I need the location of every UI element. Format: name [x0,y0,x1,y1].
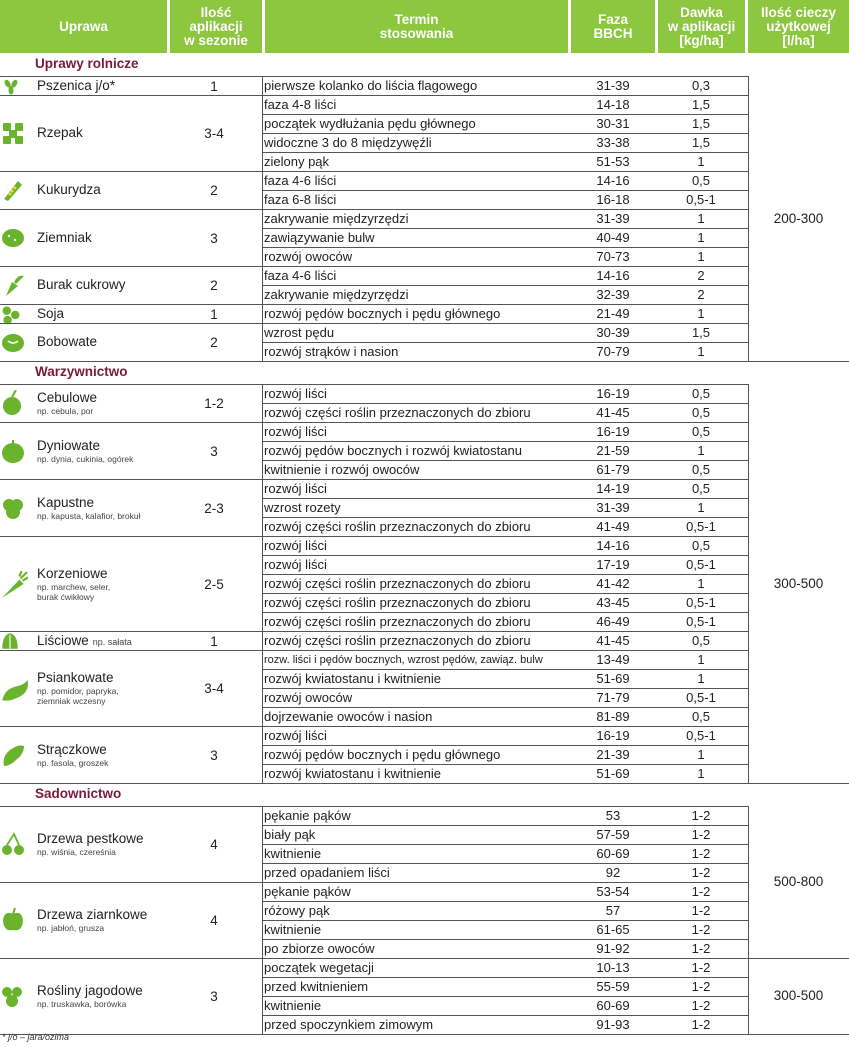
crop-cell [0,323,262,361]
bbch-cell: 41-45 [596,405,630,420]
header-text-line: Ilość [200,4,232,20]
dose-cell: 0,5 [691,538,711,553]
dose-cell: 0,5-1 [686,519,716,534]
application-count: 3-4 [204,126,224,141]
bbch-cell: 31-39 [596,211,630,226]
application-count: 2-3 [204,500,224,516]
potato-icon [0,225,26,251]
section-title: Warzywnictwo [35,364,128,379]
dose-cell: 1-2 [691,922,711,937]
application-count: 3 [210,443,218,459]
term-cell: pękanie pąków [264,808,351,823]
footnote: * j/o – jara/ozima [2,1032,70,1042]
bbch-cell: 61-79 [596,462,630,477]
bbch-cell: 16-19 [596,728,630,743]
bbch-cell: 41-45 [596,633,630,648]
dose-cell: 1-2 [691,1017,711,1032]
dose-cell: 1 [697,306,705,321]
dose-cell: 1-2 [691,960,711,975]
header-text-line: [kg/ha] [679,32,724,48]
bbch-cell: 57 [605,903,621,918]
term-cell: wzrost rozety [264,500,341,515]
section-title: Uprawy rolnicze [35,56,139,71]
bbch-cell: 51-53 [596,154,630,169]
term-cell: faza 4-6 liści [264,173,337,188]
term-cell: zawiązywanie bulw [264,230,375,245]
crop-example: np. truskawka, borówka [37,999,127,1009]
crop-name: Pszenica j/o* [37,77,116,93]
bbch-cell: 55-59 [596,979,630,994]
crop-name: Strączkowe [37,741,107,757]
dose-cell: 1 [697,154,705,169]
term-cell: rozwój części roślin przeznaczonych do zbioru [264,595,531,610]
dose-cell: 0,5-1 [686,557,716,572]
crop-cell [0,422,262,479]
term-cell: rozwój części roślin przeznaczonych do zbioru [264,633,531,648]
term-cell: pękanie pąków [264,884,351,899]
bbch-cell: 91-93 [596,1017,630,1032]
bbch-cell: 21-59 [596,443,630,458]
crop-example: np. dynia, cukinia, ogórek [37,453,134,464]
crop-cell [0,384,262,422]
dose-cell: 0,5-1 [686,595,716,610]
crop-cell [0,536,262,631]
header-text-line: w sezonie [184,32,248,48]
crop-name: Psiankowate [37,670,114,685]
application-count: 1 [210,306,218,322]
bbch-cell: 51-69 [596,671,630,686]
crop-name: Bobowate [37,334,98,349]
dose-cell: 0,5 [691,709,711,724]
dose-cell: 1 [697,500,705,515]
dose-cell: 1-2 [691,998,711,1013]
term-cell: rozwój części roślin przeznaczonych do zbioru [264,614,531,629]
term-cell: widoczne 3 do 8 międzywęźli [264,135,432,150]
bbch-cell: 10-13 [596,960,630,975]
crop-example: np. jabłoń, grusza [37,923,105,933]
term-cell: faza 6-8 liści [264,192,337,207]
bbch-cell: 41-49 [596,519,630,534]
application-count: 4 [210,837,218,852]
cabbage-icon [0,495,26,521]
application-count: 2 [210,183,218,198]
cherry-icon [0,831,26,857]
bbch-cell: 32-39 [596,287,630,302]
bbch-cell: 92 [605,865,621,880]
header-text-line: BBCH [593,25,633,41]
crop-example: np. wiśnia, czereśnia [37,847,116,857]
bbch-cell: 16-19 [596,424,630,439]
rapeseed-icon [0,120,26,146]
crop-name: Kukurydza [37,182,101,197]
term-cell: zakrywanie międzyrzędzi [264,211,409,226]
bbch-cell: 14-16 [596,173,630,188]
crop-cell [0,882,262,958]
bbch-cell: 16-18 [596,192,630,207]
term-cell: rozwój strąków i nasion [264,344,399,359]
application-count: 3 [210,230,218,246]
pumpkin-icon [0,438,26,464]
pea-icon [0,742,26,768]
header-text-line: Uprawa [59,18,108,34]
term-cell: rozwój liści [264,557,327,572]
dose-cell: 0,5-1 [686,690,716,705]
bbch-cell: 14-16 [596,538,630,553]
dose-cell: 0,5-1 [686,614,716,629]
bbch-cell: 53 [605,808,621,823]
column-divider [262,76,263,361]
onion-icon [0,390,26,416]
term-cell: rozwój liści [264,538,327,553]
dose-cell: 1-2 [691,827,711,842]
crop-cell [0,76,262,95]
header-text-line: aplikacji [189,18,243,34]
header-text-line: użytkowej [766,18,831,34]
term-cell: rozwój liści [264,728,327,743]
dose-cell: 1-2 [691,941,711,956]
term-cell: rozw. liści i pędów bocznych, wzrost pędów, zawiąz. bulw [264,654,543,666]
dose-cell: 1 [697,576,705,591]
bbch-cell: 33-38 [596,135,630,150]
crop-cell [0,958,262,1034]
bbch-cell: 31-39 [596,78,630,93]
crop-example: np. pomidor, papryka, [37,686,119,696]
bbch-cell: 70-73 [596,249,630,264]
term-cell: rozwój owoców [264,690,353,705]
term-cell: rozwój pędów bocznych i pędu głównego [264,747,501,762]
dose-cell: 1-2 [691,979,711,994]
row-divider [0,783,849,784]
dose-cell: 1 [697,671,705,686]
bbch-cell: 14-19 [596,481,630,496]
dose-cell: 0,5 [691,405,711,420]
crop-name: Soja [37,305,65,321]
bbch-cell: 14-18 [596,97,630,112]
term-cell: przed kwitnieniem [264,979,369,994]
term-cell: przed opadaniem liści [264,865,390,880]
corn-icon [0,177,26,203]
bbch-cell: 40-49 [596,230,630,245]
dose-cell: 2 [697,287,705,302]
header-text-line: [l/ha] [782,32,815,48]
application-count: 1 [210,78,218,94]
dose-cell: 1 [697,443,705,458]
crop-cell [0,650,262,726]
crop-name: Rzepak [37,125,83,140]
term-cell: rozwój liści [264,424,327,439]
term-cell: różowy pąk [264,903,330,918]
column-divider [262,384,263,783]
bbch-cell: 81-89 [596,709,630,724]
row-divider [0,361,849,362]
bbch-cell: 31-39 [596,500,630,515]
dose-cell: 1 [697,230,705,245]
crop-cell [0,726,262,783]
dose-cell: 1,5 [691,97,711,112]
pepper-icon [0,675,26,701]
crop-cell [0,171,262,209]
crop-example: np. marchew, seler, [37,581,111,592]
term-cell: rozwój części roślin przeznaczonych do zbioru [264,405,531,420]
bbch-cell: 91-92 [596,941,630,956]
term-cell: rozwój owoców [264,249,353,264]
crop-cell [0,806,262,882]
dose-cell: 1-2 [691,846,711,861]
header-text-line: w aplikacji [667,18,736,34]
term-cell: pierwsze kolanko do liścia flagowego [264,78,478,93]
term-cell: zakrywanie międzyrzędzi [264,287,409,302]
dose-cell: 1 [697,249,705,264]
crop-name: Ziemniak [37,229,92,245]
header-text-line: Termin [394,11,439,27]
term-cell: rozwój kwiatostanu i kwitnienie [264,671,442,686]
dose-cell: 0,5 [691,173,711,188]
header-text-line: Ilość cieczy [760,4,837,20]
section-title: Sadownictwo [35,786,122,801]
crop-cell [0,266,262,304]
bbch-cell: 46-49 [596,614,630,629]
bbch-cell: 57-59 [596,827,630,842]
crop-cell [0,479,262,536]
dose-cell: 1-2 [691,903,711,918]
term-cell: przed spoczynkiem zimowym [264,1017,434,1032]
crop-example: np. sałata [92,636,132,647]
term-cell: kwitnienie [264,922,322,937]
term-cell: rozwój liści [264,386,327,401]
crop-example: np. kapusta, kalafior, brokuł [37,510,141,521]
bbch-cell: 16-19 [596,386,630,401]
row-divider [748,958,849,959]
bbch-cell: 21-49 [596,306,630,321]
dose-cell: 0,5 [691,633,711,648]
column-divider [262,806,263,1034]
liquid-volume: 300-500 [773,988,824,1003]
application-count: 2 [210,278,218,293]
application-count: 3 [210,989,218,1004]
header-text-line: Dawka [680,4,723,20]
crop-cell [0,631,262,650]
term-cell: faza 4-8 liści [264,97,337,112]
dose-cell: 0,5 [691,462,711,477]
dose-cell: 1-2 [691,884,711,899]
term-cell: kwitnienie [264,998,322,1013]
row-divider [0,1034,849,1035]
term-cell: wzrost pędu [264,325,335,340]
term-cell: rozwój kwiatostanu i kwitnienie [264,766,442,781]
application-count: 1 [210,633,218,649]
application-count: 1-2 [204,396,224,411]
dose-cell: 1,5 [691,135,711,150]
application-count: 3 [210,747,218,763]
liquid-volume: 500-800 [773,874,824,889]
dose-cell: 0,3 [691,78,711,93]
dose-cell: 1 [697,766,705,781]
liquid-volume: 200-300 [773,210,824,226]
crop-cell [0,304,262,323]
term-cell: rozwój liści [264,481,327,496]
application-count: 4 [210,913,218,928]
term-cell: rozwój części roślin przeznaczonych do zbioru [264,519,531,534]
bbch-cell: 71-79 [596,690,630,705]
application-count: 3-4 [204,681,224,696]
berry-icon [0,983,26,1009]
bbch-cell: 17-19 [596,557,630,572]
dose-cell: 1-2 [691,808,711,823]
term-cell: rozwój części roślin przeznaczonych do zbioru [264,576,531,591]
crop-name: Dyniowate [37,437,101,453]
dose-cell: 0,5 [691,481,711,496]
crop-name: Kapustne [37,494,95,510]
header-text-line: stosowania [379,25,454,41]
term-cell: biały pąk [264,827,316,842]
application-count: 2 [210,335,218,350]
dose-cell: 1 [697,652,705,667]
crop-name: Korzeniowe [37,565,108,581]
crop-example: burak ćwikłowy [37,591,95,602]
term-cell: faza 4-6 liści [264,268,337,283]
bbch-cell: 70-79 [596,344,630,359]
term-cell: rozwój pędów bocznych i rozwój kwiatostanu [264,443,522,458]
term-cell: po zbiorze owoców [264,941,375,956]
term-cell: początek wegetacji [264,960,374,975]
bbch-cell: 30-31 [596,116,630,131]
dose-cell: 1 [697,211,705,226]
dose-cell: 0,5 [691,386,711,401]
bbch-cell: 21-39 [596,747,630,762]
crop-cell [0,95,262,171]
bbch-cell: 53-54 [596,884,630,899]
dose-cell: 1,5 [691,116,711,131]
term-cell: kwitnienie i rozwój owoców [264,462,420,477]
apple-icon [0,907,26,933]
bbch-cell: 41-42 [596,576,630,591]
dose-cell: 1 [697,747,705,762]
term-cell: dojrzewanie owoców i nasion [264,709,433,724]
dose-cell: 1 [697,344,705,359]
term-cell: zielony pąk [264,154,330,169]
crop-name: Drzewa ziarnkowe [37,907,148,922]
bbch-cell: 60-69 [596,846,630,861]
beet-icon [0,272,26,298]
application-count: 2-5 [204,576,224,592]
bbch-cell: 43-45 [596,595,630,610]
crop-example: ziemniak wczesny [37,696,106,706]
crop-name: Drzewa pestkowe [37,831,144,846]
term-cell: rozwój pędów bocznych i pędu głównego [264,306,501,321]
dose-cell: 2 [697,268,705,283]
crop-example: np. fasola, groszek [37,757,109,768]
bbch-cell: 13-49 [596,652,630,667]
bbch-cell: 51-69 [596,766,630,781]
crop-name: Liściowe np. sałata [37,632,132,648]
crop-name: Cebulowe [37,390,98,405]
bbch-cell: 14-16 [596,268,630,283]
crop-name: Burak cukrowy [37,277,126,292]
dose-cell: 0,5 [691,424,711,439]
crop-example: np. cebula, por [37,406,94,416]
term-cell: początek wydłużania pędu głównego [264,116,476,131]
header-text-line: Faza [597,11,628,27]
bbch-cell: 61-65 [596,922,630,937]
carrot-icon [0,571,26,597]
bbch-cell: 30-39 [596,325,630,340]
term-cell: kwitnienie [264,846,322,861]
crop-cell [0,209,262,266]
liquid-volume: 300-500 [773,575,824,591]
dose-cell: 1,5 [691,325,711,340]
dose-cell: 0,5-1 [686,728,716,743]
crop-name: Rośliny jagodowe [37,983,143,998]
bean-icon [0,329,26,355]
dose-cell: 0,5-1 [686,192,716,207]
bbch-cell: 60-69 [596,998,630,1013]
dose-cell: 1-2 [691,865,711,880]
